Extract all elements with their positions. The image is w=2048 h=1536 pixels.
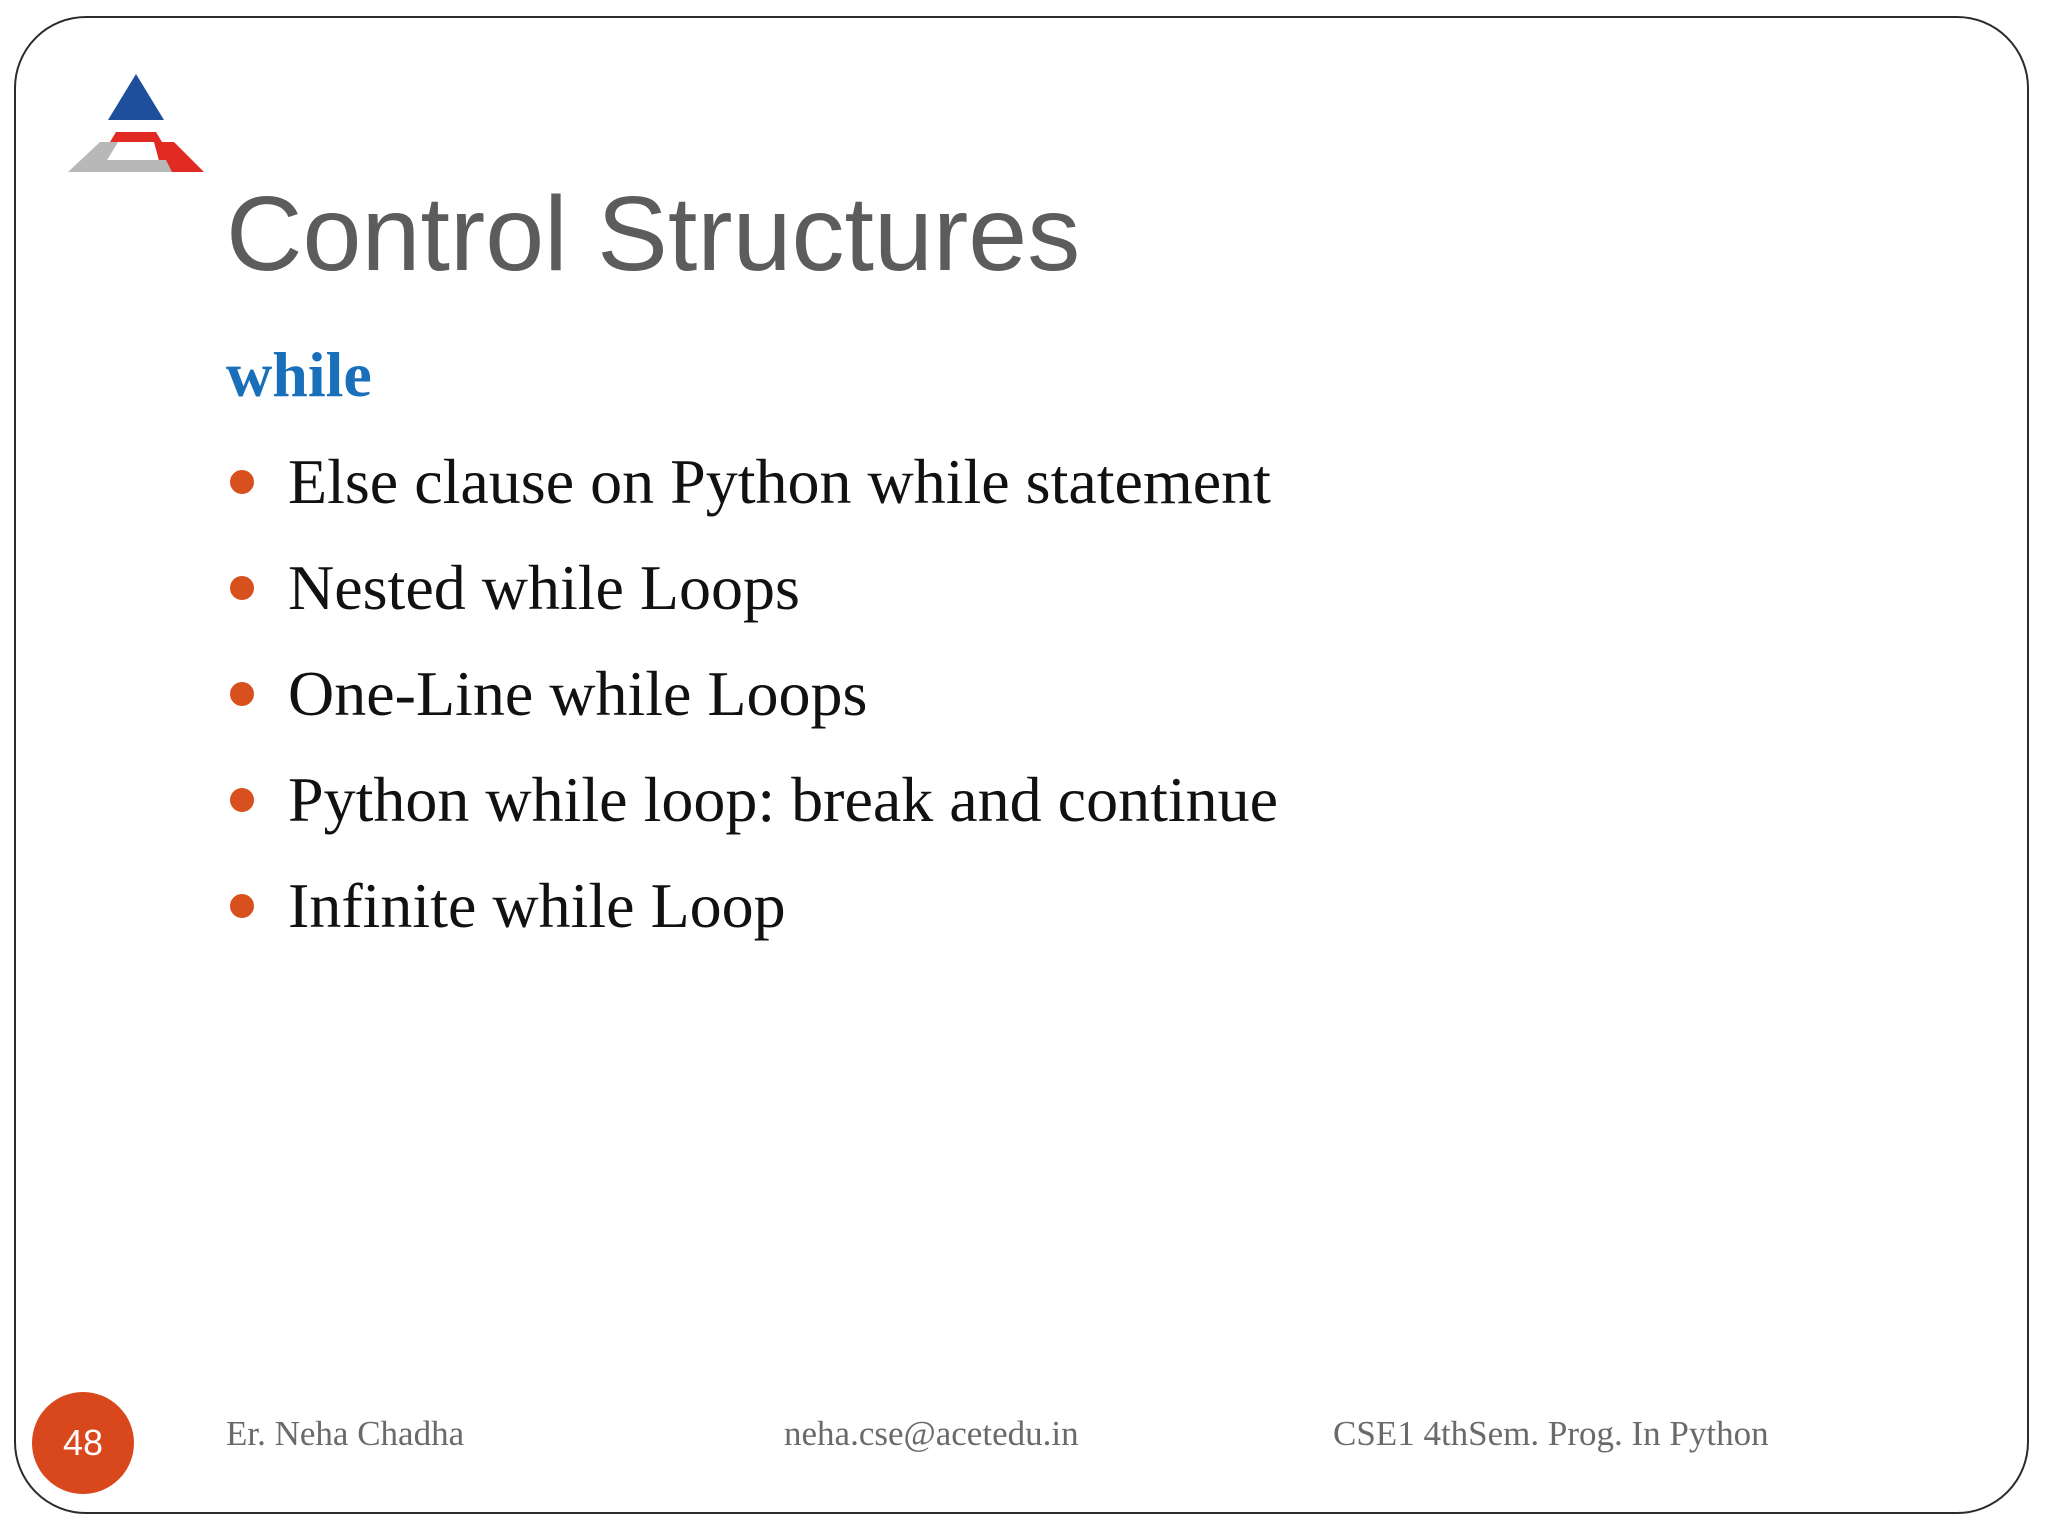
bullet-text: One-Line while Loops (288, 658, 868, 729)
bullet-text: Infinite while Loop (288, 870, 786, 941)
slide-title: Control Structures (226, 175, 1081, 293)
round-bullet-icon (230, 894, 254, 918)
round-bullet-icon (230, 576, 254, 600)
slide-subheading: while (226, 339, 372, 410)
logo-gray-base (86, 160, 172, 172)
round-bullet-icon (230, 470, 254, 494)
bullet-text: Python while loop: break and continue (288, 764, 1279, 835)
round-bullet-icon (230, 788, 254, 812)
page-number-badge: 48 (32, 1392, 134, 1494)
round-bullet-icon (230, 682, 254, 706)
institution-logo-icon (64, 70, 208, 178)
logo-red-stripe (110, 132, 162, 142)
footer-course: CSE1 4thSem. Prog. In Python (1333, 1414, 1769, 1453)
footer-author: Er. Neha Chadha (226, 1414, 465, 1453)
bullet-text: Else clause on Python while statement (288, 446, 1271, 517)
bullet-text: Nested while Loops (288, 552, 800, 623)
footer-email: neha.cse@acetedu.in (784, 1414, 1079, 1453)
logo-blue-triangle (108, 74, 164, 120)
